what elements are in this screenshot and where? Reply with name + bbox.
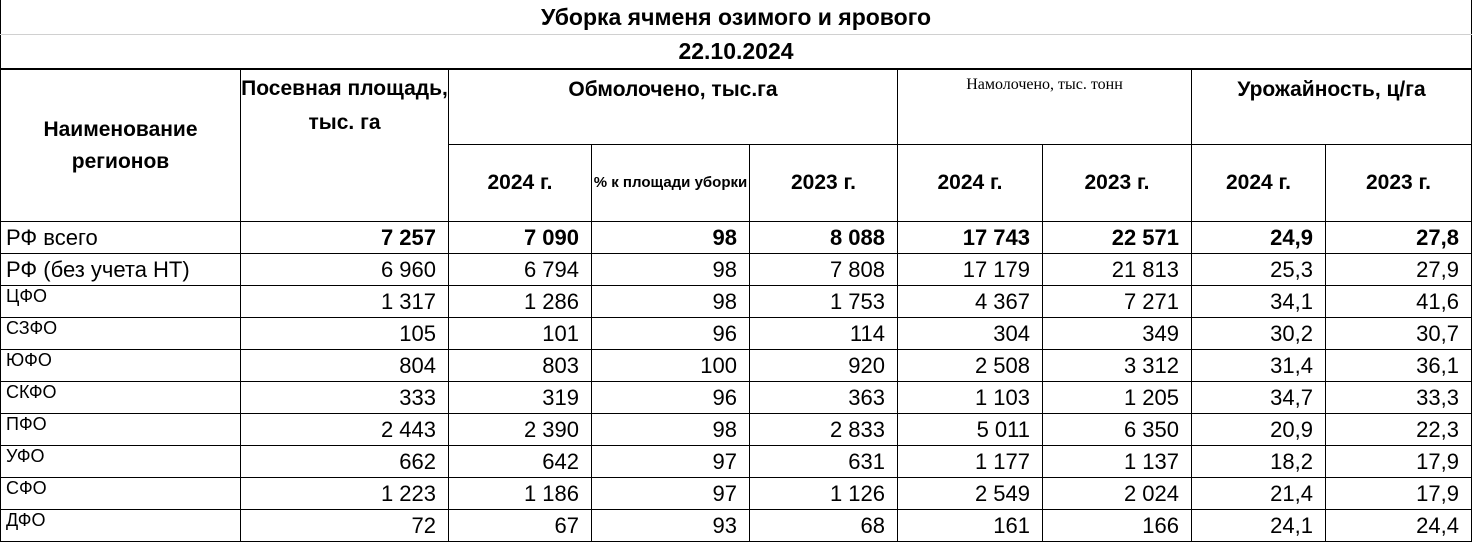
sown-area-cell: 72 bbox=[241, 510, 449, 542]
pct-cell: 97 bbox=[592, 446, 750, 478]
header-yield: Урожайность, ц/га bbox=[1192, 69, 1472, 145]
pct-cell: 96 bbox=[592, 382, 750, 414]
threshed-2023-cell: 2 833 bbox=[750, 414, 898, 446]
yield-2023-cell: 24,4 bbox=[1326, 510, 1472, 542]
region-name: ЦФО bbox=[1, 286, 241, 318]
report-date: 22.10.2024 bbox=[1, 35, 1472, 70]
header-region: Наименование регионов bbox=[1, 69, 241, 222]
harvested-2024-cell: 17 179 bbox=[898, 254, 1043, 286]
region-name: РФ (без учета НТ) bbox=[1, 254, 241, 286]
sown-area-cell: 662 bbox=[241, 446, 449, 478]
threshed-2023-cell: 920 bbox=[750, 350, 898, 382]
yield-2024-cell: 18,2 bbox=[1192, 446, 1326, 478]
header-threshed-2024: 2024 г. bbox=[449, 145, 592, 222]
yield-2024-cell: 20,9 bbox=[1192, 414, 1326, 446]
pct-cell: 93 bbox=[592, 510, 750, 542]
yield-2024-cell: 24,1 bbox=[1192, 510, 1326, 542]
yield-2024-cell: 21,4 bbox=[1192, 478, 1326, 510]
threshed-2024-cell: 67 bbox=[449, 510, 592, 542]
threshed-2023-cell: 114 bbox=[750, 318, 898, 350]
sown-area-cell: 1 317 bbox=[241, 286, 449, 318]
yield-2024-cell: 34,1 bbox=[1192, 286, 1326, 318]
pct-cell: 98 bbox=[592, 286, 750, 318]
pct-cell: 97 bbox=[592, 478, 750, 510]
threshed-2023-cell: 1 126 bbox=[750, 478, 898, 510]
sown-area-cell: 333 bbox=[241, 382, 449, 414]
table-row bbox=[1, 254, 1472, 286]
sown-area-cell: 7 257 bbox=[241, 222, 449, 254]
table-row bbox=[1, 478, 1472, 510]
table-row bbox=[1, 350, 1472, 382]
threshed-2023-cell: 7 808 bbox=[750, 254, 898, 286]
table-title: Уборка ячменя озимого и ярового bbox=[1, 0, 1472, 35]
region-name: ДФО bbox=[1, 510, 241, 542]
threshed-2024-cell: 2 390 bbox=[449, 414, 592, 446]
sown-area-cell: 1 223 bbox=[241, 478, 449, 510]
threshed-2024-cell: 1 186 bbox=[449, 478, 592, 510]
header-threshed-2023: 2023 г. bbox=[750, 145, 898, 222]
header-harvested-2023: 2023 г. bbox=[1043, 145, 1192, 222]
threshed-2023-cell: 1 753 bbox=[750, 286, 898, 318]
yield-2024-cell: 30,2 bbox=[1192, 318, 1326, 350]
harvested-2024-cell: 5 011 bbox=[898, 414, 1043, 446]
header-sown-area: Посевная площадь, тыс. га bbox=[241, 69, 449, 222]
threshed-2024-cell: 6 794 bbox=[449, 254, 592, 286]
harvested-2023-cell: 1 137 bbox=[1043, 446, 1192, 478]
region-name: ПФО bbox=[1, 414, 241, 446]
table-row bbox=[1, 414, 1472, 446]
sown-area-cell: 105 bbox=[241, 318, 449, 350]
threshed-2024-cell: 1 286 bbox=[449, 286, 592, 318]
harvested-2024-cell: 2 549 bbox=[898, 478, 1043, 510]
pct-cell: 96 bbox=[592, 318, 750, 350]
harvested-2024-cell: 2 508 bbox=[898, 350, 1043, 382]
yield-2024-cell: 25,3 bbox=[1192, 254, 1326, 286]
pct-cell: 98 bbox=[592, 414, 750, 446]
yield-2023-cell: 17,9 bbox=[1326, 478, 1472, 510]
yield-2023-cell: 36,1 bbox=[1326, 350, 1472, 382]
threshed-2023-cell: 8 088 bbox=[750, 222, 898, 254]
pct-cell: 100 bbox=[592, 350, 750, 382]
table-row bbox=[1, 382, 1472, 414]
region-name: РФ всего bbox=[1, 222, 241, 254]
header-yield-2023: 2023 г. bbox=[1326, 145, 1472, 222]
harvested-2023-cell: 3 312 bbox=[1043, 350, 1192, 382]
threshed-2023-cell: 363 bbox=[750, 382, 898, 414]
harvested-2024-cell: 1 177 bbox=[898, 446, 1043, 478]
yield-2023-cell: 30,7 bbox=[1326, 318, 1472, 350]
yield-2024-cell: 24,9 bbox=[1192, 222, 1326, 254]
yield-2024-cell: 34,7 bbox=[1192, 382, 1326, 414]
header-harvested: Намолочено, тыс. тонн bbox=[898, 69, 1192, 145]
harvested-2024-cell: 1 103 bbox=[898, 382, 1043, 414]
yield-2023-cell: 17,9 bbox=[1326, 446, 1472, 478]
yield-2023-cell: 33,3 bbox=[1326, 382, 1472, 414]
sown-area-cell: 6 960 bbox=[241, 254, 449, 286]
threshed-2024-cell: 642 bbox=[449, 446, 592, 478]
harvested-2024-cell: 161 bbox=[898, 510, 1043, 542]
region-name: СКФО bbox=[1, 382, 241, 414]
header-pct-of-area: % к площади уборки bbox=[592, 145, 750, 222]
harvested-2024-cell: 4 367 bbox=[898, 286, 1043, 318]
header-yield-2024: 2024 г. bbox=[1192, 145, 1326, 222]
header-harvested-2024: 2024 г. bbox=[898, 145, 1043, 222]
harvested-2023-cell: 21 813 bbox=[1043, 254, 1192, 286]
yield-2023-cell: 22,3 bbox=[1326, 414, 1472, 446]
threshed-2023-cell: 68 bbox=[750, 510, 898, 542]
harvested-2023-cell: 1 205 bbox=[1043, 382, 1192, 414]
harvested-2023-cell: 22 571 bbox=[1043, 222, 1192, 254]
pct-cell: 98 bbox=[592, 222, 750, 254]
yield-2023-cell: 41,6 bbox=[1326, 286, 1472, 318]
yield-2023-cell: 27,9 bbox=[1326, 254, 1472, 286]
harvested-2023-cell: 6 350 bbox=[1043, 414, 1192, 446]
harvested-2023-cell: 166 bbox=[1043, 510, 1192, 542]
harvested-2023-cell: 7 271 bbox=[1043, 286, 1192, 318]
sown-area-cell: 804 bbox=[241, 350, 449, 382]
region-name: СЗФО bbox=[1, 318, 241, 350]
harvested-2024-cell: 304 bbox=[898, 318, 1043, 350]
yield-2024-cell: 31,4 bbox=[1192, 350, 1326, 382]
harvested-2023-cell: 349 bbox=[1043, 318, 1192, 350]
region-name: ЮФО bbox=[1, 350, 241, 382]
table-row bbox=[1, 286, 1472, 318]
harvested-2023-cell: 2 024 bbox=[1043, 478, 1192, 510]
sown-area-cell: 2 443 bbox=[241, 414, 449, 446]
table-row bbox=[1, 222, 1472, 254]
region-name: СФО bbox=[1, 478, 241, 510]
threshed-2024-cell: 319 bbox=[449, 382, 592, 414]
region-name: УФО bbox=[1, 446, 241, 478]
table-row bbox=[1, 318, 1472, 350]
threshed-2023-cell: 631 bbox=[750, 446, 898, 478]
threshed-2024-cell: 7 090 bbox=[449, 222, 592, 254]
threshed-2024-cell: 101 bbox=[449, 318, 592, 350]
yield-2023-cell: 27,8 bbox=[1326, 222, 1472, 254]
threshed-2024-cell: 803 bbox=[449, 350, 592, 382]
table-row bbox=[1, 510, 1472, 542]
header-threshed: Обмолочено, тыс.га bbox=[449, 69, 898, 145]
pct-cell: 98 bbox=[592, 254, 750, 286]
table-row bbox=[1, 446, 1472, 478]
harvested-2024-cell: 17 743 bbox=[898, 222, 1043, 254]
